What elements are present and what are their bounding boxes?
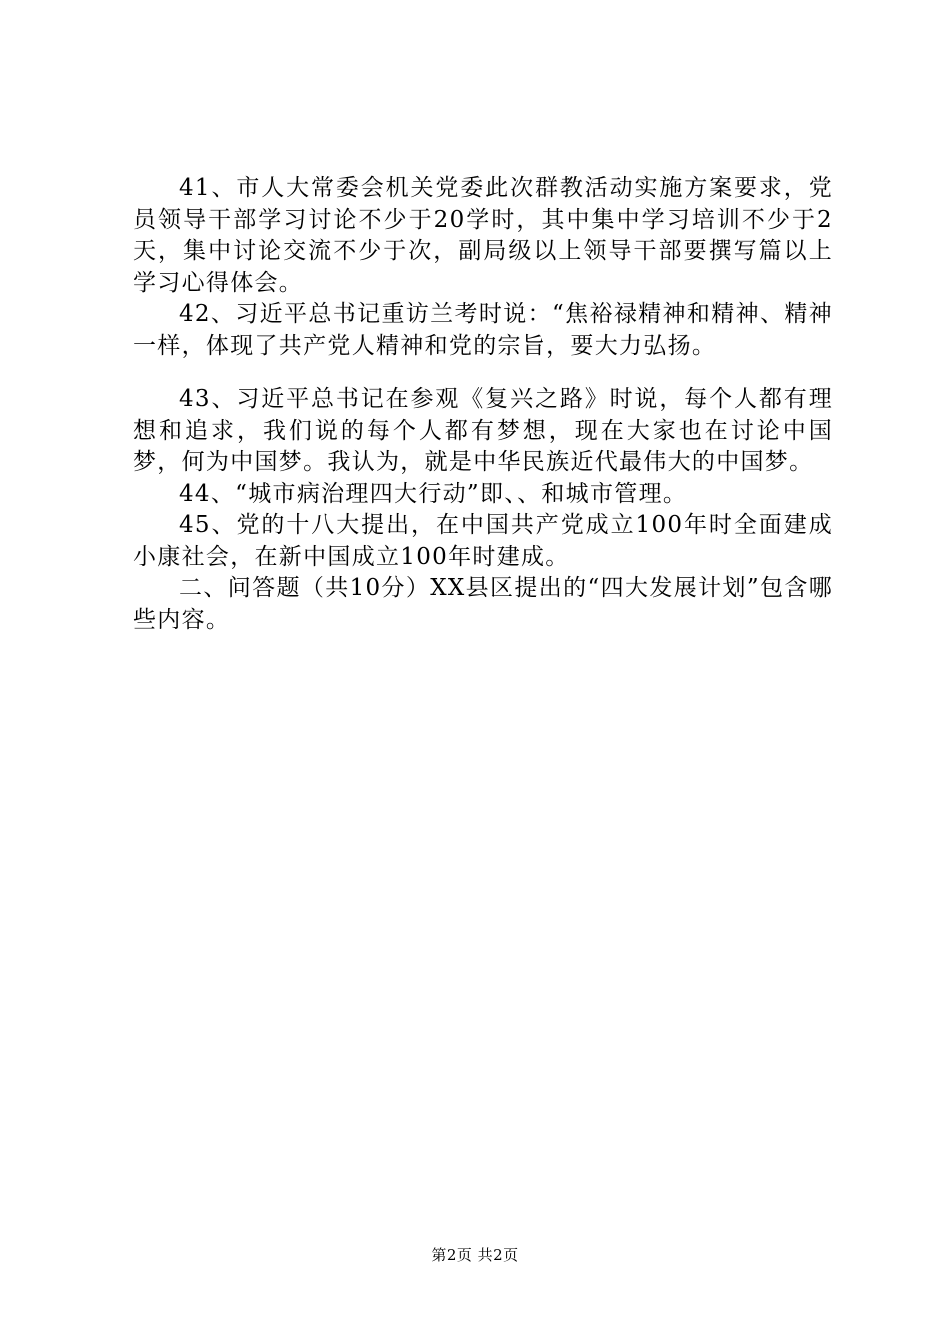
paragraph-42: 42、习近平总书记重访兰考时说：“焦裕禄精神和精神、精神一样，体现了共产党人精神和党的宗旨，要大力弘扬。 [133, 301, 833, 359]
paragraph-41: 41、市人大常委会机关党委此次群教活动实施方案要求，党员领导干部学习讨论不少于20学时，其中集中学习培训不少于2天，集中讨论交流不少于次，副局级以上领导干部要撰写篇以上学习心得体会。 [133, 175, 833, 296]
page-number-footer: 第2页 共2页 [431, 1246, 519, 1264]
paragraph-44: 44、“城市病治理四大行动”即、、和城市管理。 [179, 480, 688, 507]
paragraph-43: 43、习近平总书记在参观《复兴之路》时说，每个人都有理想和追求，我们说的每个人都有梦想，现在大家也在讨论中国梦，何为中国梦。我认为，就是中华民族近代最伟大的中国梦。 [133, 386, 833, 475]
document-body [133, 173, 833, 636]
paragraph-question: 二、问答题（共10分）XX县区提出的“四大发展计划”包含哪些内容。 [133, 575, 833, 633]
paragraph-45: 45、党的十八大提出，在中国共产党成立100年时全面建成小康社会，在新中国成立100年时建成。 [133, 512, 833, 570]
